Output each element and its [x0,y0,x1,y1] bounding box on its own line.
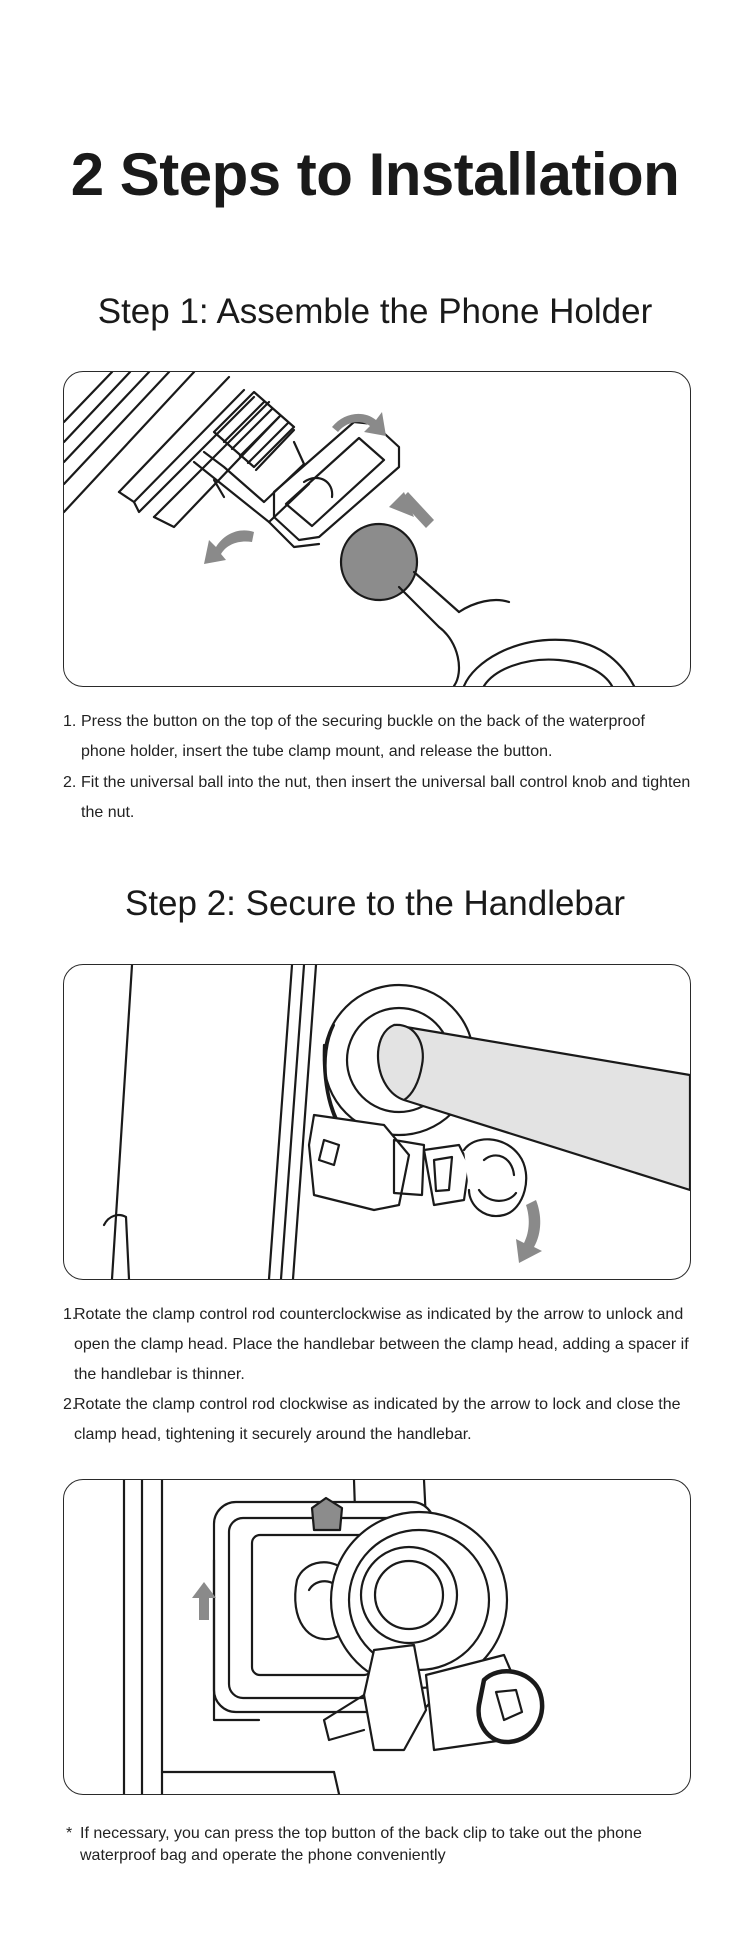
instruction-text: Fit the universal ball into the nut, then insert the universal ball control knob and tighten the nut. [81,774,691,821]
instruction-text: Rotate the clamp control rod clockwise as indicated by the arrow to lock and close the clamp head, tightening it securely around the handlebar. [74,1396,681,1443]
step2-illustration [63,964,691,1280]
handlebar-clamp-drawing [64,965,690,1279]
clamp-locked-drawing [64,1480,690,1794]
step-number: 1. [63,1306,77,1323]
step1-instructions [63,707,693,828]
instruction-text: Rotate the clamp control rod counterclockwise as indicated by the arrow to unlock and open the clamp head. Place the handlebar between the clamp head, adding a spacer if the handlebar is thinner. [74,1306,689,1383]
step-number: 1. [63,713,77,730]
page-title: 2 Steps to Installation [70,141,680,208]
step-number: 2. [63,774,77,791]
footnote [66,1823,710,1867]
step1-instruction-1 [63,707,693,767]
step2-instruction-1 [63,1300,693,1390]
step2-title: Step 2: Secure to the Handlebar [124,884,626,923]
step1-title: Step 1: Assemble the Phone Holder [97,292,653,331]
step1-instruction-2 [63,768,693,828]
step-number: 2. [63,1396,77,1413]
footnote-text: If necessary, you can press the top button of the back clip to take out the phone waterproof bag and operate the phone conveniently [80,1825,642,1864]
step2-instruction-2 [63,1390,693,1450]
phone-holder-assembly-drawing [64,372,690,686]
step1-illustration [63,371,691,687]
step2-lock-illustration [63,1479,691,1795]
footnote-asterisk: * [66,1825,73,1842]
step2-instructions [63,1300,693,1450]
instruction-text: Press the button on the top of the securing buckle on the back of the waterproof phone holder, insert the tube clamp mount, and release the button. [81,713,645,760]
